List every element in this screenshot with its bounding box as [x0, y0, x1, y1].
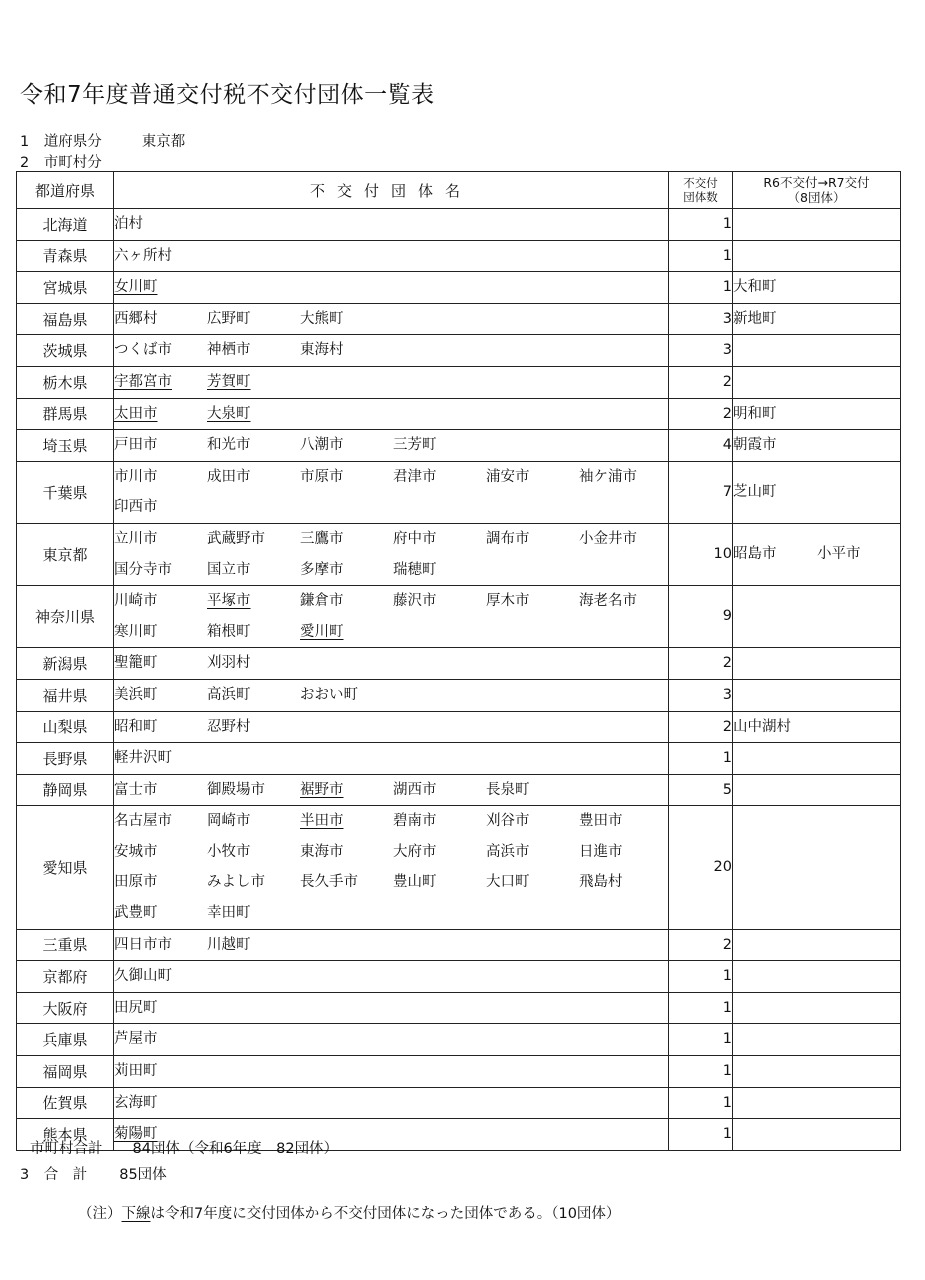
- municipality-name: 長久手市: [300, 874, 358, 891]
- municipality-name: 久御山町: [114, 968, 172, 985]
- municipality-name: 長泉町: [486, 781, 530, 798]
- cell-prefecture: 神奈川県: [17, 586, 114, 648]
- cell-prefecture: 京都府: [17, 961, 114, 993]
- municipality-name: 藤沢市: [393, 593, 437, 610]
- cell-count: 1: [669, 743, 733, 775]
- municipality-name: 和光市: [207, 437, 251, 454]
- municipality-name: 忍野村: [207, 718, 251, 735]
- municipality-name: 聖籠町: [114, 655, 158, 672]
- change-municipality-name: 新地町: [733, 310, 777, 327]
- table-row: [17, 1056, 901, 1088]
- cell-prefecture: 福岡県: [17, 1056, 114, 1088]
- municipal-total: [30, 1137, 338, 1158]
- municipality-name: 安城市: [114, 843, 158, 860]
- cell-count: 3: [669, 303, 733, 335]
- change-line: [733, 539, 900, 570]
- municipality-name: 泊村: [114, 216, 143, 232]
- change-municipality-name: 小平市: [817, 546, 861, 563]
- municipality-name: 国分寺市: [114, 561, 172, 578]
- municipality-name: 市原市: [300, 468, 344, 485]
- municipality-name: 箱根町: [207, 623, 251, 640]
- change-line: [733, 272, 900, 303]
- grand-total-value: 85団体: [119, 1167, 167, 1183]
- cell-count: 9: [669, 586, 733, 648]
- change-municipality-name: 大和町: [733, 279, 777, 296]
- names-line: [114, 898, 668, 929]
- cell-count: 2: [669, 366, 733, 398]
- cell-names: [114, 1087, 669, 1119]
- change-line: [733, 1056, 900, 1087]
- change-line: [733, 743, 900, 774]
- names-line: [114, 367, 668, 398]
- change-line: [733, 993, 900, 1024]
- municipality-name: 川崎市: [114, 593, 158, 610]
- municipality-name: 田尻町: [114, 999, 158, 1016]
- municipality-name: 刈羽村: [207, 655, 251, 672]
- change-line: [733, 430, 900, 461]
- cell-change: [733, 1119, 901, 1151]
- cell-names: [114, 806, 669, 929]
- names-line: [114, 335, 668, 366]
- municipality-name: 女川町: [114, 279, 158, 296]
- cell-names: [114, 774, 669, 806]
- municipality-name: 東海村: [300, 342, 344, 359]
- change-municipality-name: 昭島市: [733, 546, 777, 563]
- cell-count: 1: [669, 992, 733, 1024]
- cell-names: [114, 461, 669, 523]
- footnote-underlined: 下線: [121, 1206, 151, 1222]
- cell-prefecture: 熊本県: [17, 1119, 114, 1151]
- names-line: [114, 399, 668, 430]
- municipality-name: 府中市: [393, 530, 437, 547]
- municipality-name: 三芳町: [393, 437, 437, 454]
- cell-count: 3: [669, 335, 733, 367]
- change-line: [733, 648, 900, 679]
- table-row: [17, 398, 901, 430]
- cell-count: 7: [669, 461, 733, 523]
- municipality-name: 大泉町: [207, 405, 251, 422]
- municipality-name: 富士市: [114, 781, 158, 798]
- header-change-line2: （8団体）: [787, 190, 846, 205]
- cell-change: [733, 240, 901, 272]
- change-line: [733, 1088, 900, 1119]
- cell-prefecture: 福島県: [17, 303, 114, 335]
- municipality-name: 軽井沢町: [114, 750, 172, 767]
- cell-prefecture: 静岡県: [17, 774, 114, 806]
- cell-count: 20: [669, 806, 733, 929]
- cell-count: 5: [669, 774, 733, 806]
- municipality-name: 川越町: [207, 936, 251, 953]
- municipality-name: 瑞穂町: [393, 561, 437, 578]
- municipality-name: 高浜市: [486, 843, 530, 860]
- cell-change: [733, 461, 901, 523]
- municipality-name: 豊田市: [579, 813, 623, 830]
- cell-prefecture: 新潟県: [17, 648, 114, 680]
- change-municipality-name: 朝霞市: [733, 437, 777, 454]
- municipality-name: 芳賀町: [207, 373, 251, 390]
- names-line: [114, 524, 668, 555]
- cell-count: 1: [669, 1087, 733, 1119]
- cell-names: [114, 679, 669, 711]
- municipality-name: 大府市: [393, 843, 437, 860]
- change-line: [733, 367, 900, 398]
- names-line: [114, 1056, 668, 1087]
- municipality-name: 小金井市: [579, 530, 637, 547]
- municipality-name: 刈谷市: [486, 813, 530, 830]
- header-change: [733, 172, 901, 209]
- names-line: [114, 712, 668, 743]
- municipality-name: 武豊町: [114, 905, 158, 922]
- cell-change: [733, 743, 901, 775]
- municipality-name: 四日市市: [114, 936, 172, 953]
- names-line: [114, 867, 668, 898]
- municipality-name: 調布市: [486, 530, 530, 547]
- names-line: [114, 555, 668, 586]
- cell-prefecture: 青森県: [17, 240, 114, 272]
- change-line: [733, 477, 900, 508]
- change-line: [733, 1119, 900, 1150]
- cell-count: 1: [669, 272, 733, 304]
- cell-prefecture: 栃木県: [17, 366, 114, 398]
- cell-count: 1: [669, 209, 733, 241]
- cell-change: [733, 523, 901, 585]
- change-line: [733, 680, 900, 711]
- names-line: [114, 648, 668, 679]
- cell-names: [114, 303, 669, 335]
- municipality-name: 玄海町: [114, 1094, 158, 1111]
- change-line: [733, 1024, 900, 1055]
- cell-names: [114, 743, 669, 775]
- table-row: [17, 335, 901, 367]
- cell-count: 3: [669, 679, 733, 711]
- municipality-name: 愛川町: [300, 623, 344, 640]
- municipality-name: 苅田町: [114, 1063, 158, 1080]
- cell-count: 2: [669, 648, 733, 680]
- municipality-name: 飛島村: [579, 874, 623, 891]
- table-row: [17, 774, 901, 806]
- table-row: [17, 523, 901, 585]
- cell-prefecture: 三重県: [17, 929, 114, 961]
- municipality-name: 広野町: [207, 310, 251, 327]
- cell-names: [114, 992, 669, 1024]
- names-line: [114, 304, 668, 335]
- municipality-name: 御殿場市: [207, 781, 265, 798]
- cell-prefecture: 福井県: [17, 679, 114, 711]
- header-count-line1: 不交付: [683, 176, 718, 190]
- cell-count: 1: [669, 1024, 733, 1056]
- municipality-name: 印西市: [114, 499, 158, 516]
- cell-count: 1: [669, 1119, 733, 1151]
- names-line: [114, 680, 668, 711]
- table-body: [17, 209, 901, 1151]
- names-line: [114, 492, 668, 523]
- table-row: [17, 992, 901, 1024]
- municipality-name: みよし市: [207, 874, 265, 891]
- cell-names: [114, 1024, 669, 1056]
- municipality-name: 大熊町: [300, 310, 344, 327]
- municipality-name: 高浜町: [207, 686, 251, 703]
- change-municipality-name: 明和町: [733, 405, 777, 422]
- cell-prefecture: 東京都: [17, 523, 114, 585]
- table-row: [17, 461, 901, 523]
- municipality-name: 昭和町: [114, 718, 158, 735]
- names-line: [114, 930, 668, 961]
- municipality-name: 八潮市: [300, 437, 344, 454]
- table-row: [17, 648, 901, 680]
- cell-prefecture: 大阪府: [17, 992, 114, 1024]
- municipality-name: 戸田市: [114, 437, 158, 454]
- cell-names: [114, 1056, 669, 1088]
- cell-count: 10: [669, 523, 733, 585]
- cell-names: [114, 586, 669, 648]
- cell-names: [114, 961, 669, 993]
- cell-count: 4: [669, 430, 733, 462]
- table-row: [17, 1087, 901, 1119]
- municipality-name: 美浜町: [114, 686, 158, 703]
- cell-change: [733, 648, 901, 680]
- header-count: [669, 172, 733, 209]
- municipality-name: 芦屋市: [114, 1031, 158, 1048]
- cell-change: [733, 1056, 901, 1088]
- municipality-name: 湖西市: [393, 781, 437, 798]
- municipal-total-label: 市町村合計: [30, 1141, 103, 1157]
- names-line: [114, 1088, 668, 1119]
- change-line: [733, 775, 900, 806]
- municipality-name: つくば市: [114, 342, 172, 359]
- municipality-name: 大口町: [486, 874, 530, 891]
- cell-names: [114, 648, 669, 680]
- table-row: [17, 711, 901, 743]
- table-row: [17, 961, 901, 993]
- table-row: [17, 303, 901, 335]
- municipality-name: 神栖市: [207, 342, 251, 359]
- table-row: [17, 806, 901, 929]
- municipality-name: 幸田町: [207, 905, 251, 922]
- cell-change: [733, 679, 901, 711]
- change-line: [733, 852, 900, 883]
- cell-names: [114, 366, 669, 398]
- table-row: [17, 586, 901, 648]
- cell-count: 1: [669, 961, 733, 993]
- municipality-name: 碧南市: [393, 813, 437, 830]
- cell-names: [114, 240, 669, 272]
- cell-prefecture: 茨城県: [17, 335, 114, 367]
- section-municipalities-label: 2 市町村分: [20, 155, 102, 171]
- section-prefectures-label: 1 道府県分: [20, 134, 102, 150]
- cell-change: [733, 272, 901, 304]
- change-line: [733, 712, 900, 743]
- grand-total-label: 3 合 計: [20, 1167, 88, 1183]
- municipality-name: 名古屋市: [114, 813, 172, 830]
- cell-change: [733, 398, 901, 430]
- cell-change: [733, 1024, 901, 1056]
- cell-names: [114, 398, 669, 430]
- change-line: [733, 209, 900, 240]
- cell-prefecture: 埼玉県: [17, 430, 114, 462]
- cell-names: [114, 711, 669, 743]
- municipality-name: 武蔵野市: [207, 530, 265, 547]
- names-line: [114, 961, 668, 992]
- cell-names: [114, 430, 669, 462]
- cell-change: [733, 335, 901, 367]
- change-line: [733, 241, 900, 272]
- municipality-name: 東海市: [300, 843, 344, 860]
- table-header-row: [17, 172, 901, 209]
- municipality-name: 寒川町: [114, 623, 158, 640]
- cell-count: 1: [669, 240, 733, 272]
- table-row: [17, 366, 901, 398]
- municipality-name: 太田市: [114, 405, 158, 422]
- cell-change: [733, 366, 901, 398]
- change-municipality-name: 山中湖村: [733, 718, 791, 735]
- municipality-name: 小牧市: [207, 843, 251, 860]
- header-prefecture: 都道府県: [17, 172, 114, 209]
- cell-count: 2: [669, 398, 733, 430]
- municipality-name: 菊陽町: [114, 1126, 158, 1143]
- municipality-name: 平塚市: [207, 593, 251, 610]
- municipality-name: 市川市: [114, 468, 158, 485]
- municipality-name: 三鷹市: [300, 530, 344, 547]
- names-line: [114, 617, 668, 648]
- names-line: [114, 806, 668, 837]
- municipality-name: 立川市: [114, 530, 158, 547]
- municipality-name: 田原市: [114, 874, 158, 891]
- header-names: 不交付団体名: [114, 172, 669, 209]
- cell-prefecture: 長野県: [17, 743, 114, 775]
- cell-change: [733, 806, 901, 929]
- cell-names: [114, 272, 669, 304]
- cell-change: [733, 1087, 901, 1119]
- header-count-line2: 団体数: [683, 190, 718, 204]
- table-row: [17, 209, 901, 241]
- cell-change: [733, 961, 901, 993]
- cell-prefecture: 宮城県: [17, 272, 114, 304]
- cell-prefecture: 兵庫県: [17, 1024, 114, 1056]
- cell-change: [733, 303, 901, 335]
- names-line: [114, 993, 668, 1024]
- change-line: [733, 304, 900, 335]
- cell-count: 2: [669, 929, 733, 961]
- change-line: [733, 601, 900, 632]
- municipality-name: 日進市: [579, 843, 623, 860]
- cell-prefecture: 愛知県: [17, 806, 114, 929]
- municipality-name: 六ヶ所村: [114, 247, 172, 264]
- cell-change: [733, 711, 901, 743]
- change-line: [733, 335, 900, 366]
- municipality-name: 袖ケ浦市: [579, 468, 637, 485]
- names-line: [114, 462, 668, 493]
- municipality-name: おおい町: [300, 686, 358, 703]
- footnote: [78, 1202, 620, 1223]
- cell-names: [114, 335, 669, 367]
- document-title: 令和7年度普通交付税不交付団体一覧表: [20, 82, 435, 108]
- non-grant-table: [16, 171, 901, 1151]
- table-row: [17, 743, 901, 775]
- municipality-name: 岡崎市: [207, 813, 251, 830]
- cell-change: [733, 992, 901, 1024]
- names-line: [114, 586, 668, 617]
- municipality-name: 鎌倉市: [300, 593, 344, 610]
- names-line: [114, 272, 668, 303]
- table-row: [17, 679, 901, 711]
- footnote-prefix: （注）: [78, 1206, 122, 1222]
- municipality-name: 成田市: [207, 468, 251, 485]
- names-line: [114, 430, 668, 461]
- change-line: [733, 961, 900, 992]
- municipality-name: 半田市: [300, 813, 344, 830]
- cell-change: [733, 430, 901, 462]
- cell-names: [114, 523, 669, 585]
- municipality-name: 豊山町: [393, 874, 437, 891]
- cell-change: [733, 774, 901, 806]
- grand-total: [20, 1163, 167, 1184]
- change-municipality-name: 芝山町: [733, 484, 777, 501]
- section-prefectures: [20, 130, 185, 151]
- municipality-name: 厚木市: [486, 593, 530, 610]
- cell-change: [733, 929, 901, 961]
- cell-prefecture: 北海道: [17, 209, 114, 241]
- names-line: [114, 743, 668, 774]
- municipality-name: 裾野市: [300, 781, 344, 798]
- names-line: [114, 209, 668, 240]
- cell-count: 1: [669, 1056, 733, 1088]
- section-prefectures-value: 東京都: [141, 134, 186, 150]
- cell-change: [733, 586, 901, 648]
- cell-change: [733, 209, 901, 241]
- table-row: [17, 240, 901, 272]
- cell-count: 2: [669, 711, 733, 743]
- municipal-total-value: 84団体: [132, 1141, 180, 1157]
- change-line: [733, 930, 900, 961]
- cell-prefecture: 佐賀県: [17, 1087, 114, 1119]
- table-row: [17, 272, 901, 304]
- names-line: [114, 1024, 668, 1055]
- municipality-name: 多摩市: [300, 561, 344, 578]
- municipality-name: 西郷村: [114, 310, 158, 327]
- cell-prefecture: 千葉県: [17, 461, 114, 523]
- table-row: [17, 430, 901, 462]
- names-line: [114, 837, 668, 868]
- names-line: [114, 775, 668, 806]
- change-line: [733, 399, 900, 430]
- cell-prefecture: 群馬県: [17, 398, 114, 430]
- cell-prefecture: 山梨県: [17, 711, 114, 743]
- header-change-line1: R6不交付→R7交付: [763, 175, 870, 190]
- footnote-text: は令和7年度に交付団体から不交付団体になった団体である。（10団体）: [150, 1206, 621, 1222]
- names-line: [114, 241, 668, 272]
- cell-names: [114, 209, 669, 241]
- municipality-name: 海老名市: [579, 593, 637, 610]
- table-row: [17, 929, 901, 961]
- municipality-name: 宇都宮市: [114, 373, 172, 390]
- municipal-total-previous: （令和6年度 82団体）: [179, 1141, 339, 1157]
- municipality-name: 国立市: [207, 561, 251, 578]
- municipality-name: 浦安市: [486, 468, 530, 485]
- municipality-name: 君津市: [393, 468, 437, 485]
- cell-names: [114, 929, 669, 961]
- table-row: [17, 1024, 901, 1056]
